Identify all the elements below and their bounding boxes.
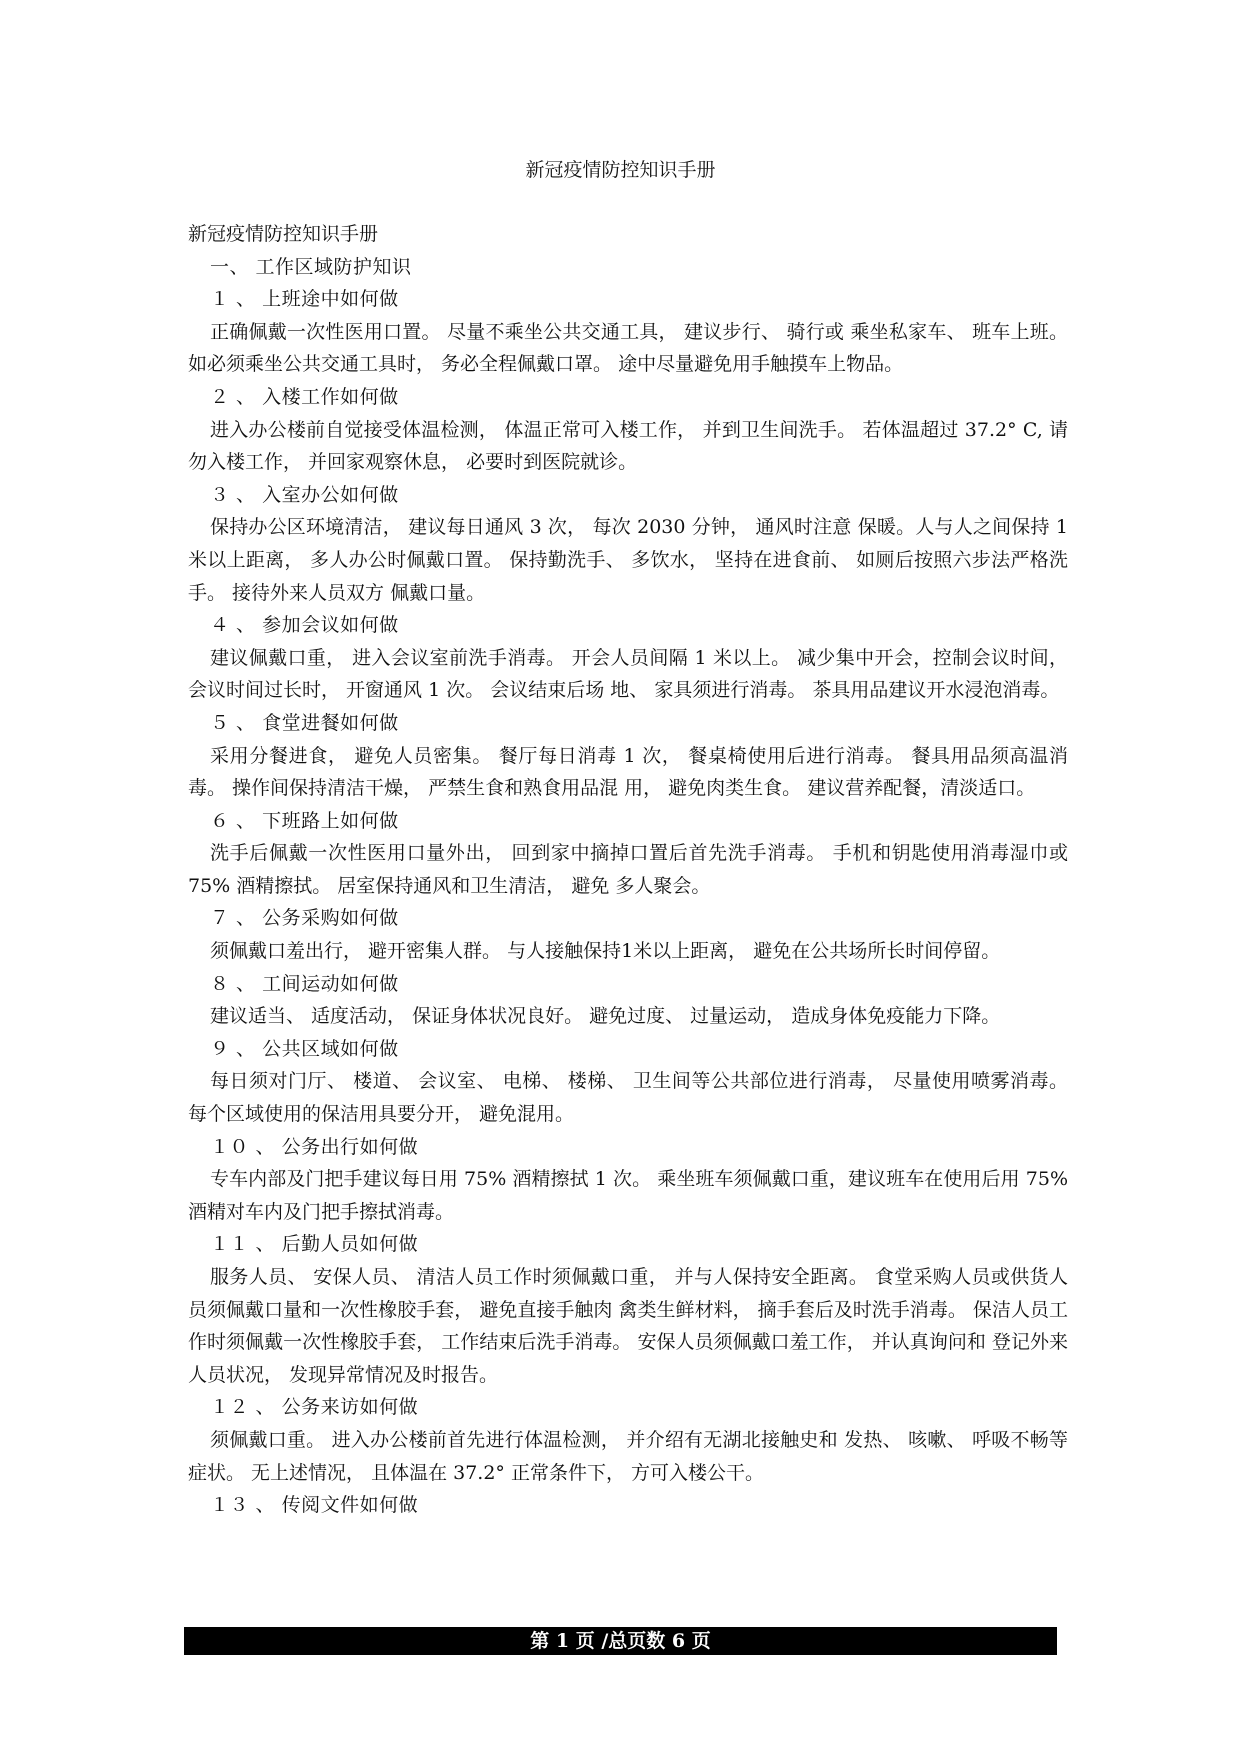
section-heading: ４ 、 参加会议如何做 <box>210 614 399 637</box>
page-footer: 第 1 页 /总页数 6 页 <box>184 1627 1057 1655</box>
section-heading: 一、 工作区域防护知识 <box>210 255 412 278</box>
section-heading: １３ 、 传阅文件如何做 <box>210 1494 419 1517</box>
paragraph: 洗手后佩戴一次性医用口量外出， 回到家中摘掉口置后首先洗手消毒。 手机和钥匙使用消毒湿巾或 75% 酒精擦拭。 居室保持通风和卫生清洁， 避免 多人聚会。 <box>188 842 1068 897</box>
paragraph: 建议佩戴口重， 进入会议室前洗手消毒。 开会人员间隔 1 米以上。 减少集中开会，控制会议时间， 会议时间过长时， 开窗通风 1 次。 会议结束后场 地、 家具须进行消毒。 茶具用品建议开水浸泡消毒。 <box>188 646 1068 702</box>
paragraph: 正确佩戴一次性医用口置。 尽量不乘坐公共交通工具， 建议步行、 骑行或 乘坐私家车、 班车上班。 如必须乘坐公共交通工具时， 务必全程佩戴口罩。 途中尽量避免用手触摸车上物品。 <box>188 320 1068 376</box>
paragraph: 服务人员、 安保人员、 清洁人员工作时须佩戴口重， 并与人保持安全距离。 食堂采购人员或供货人员须佩戴口量和一次性橡胶手套， 避免直接手触肉 禽类生鲜材料， 摘手套后及时洗手消毒。 保洁人员工作时须佩戴一次性橡胶手套， 工作结束后洗手消毒。 安保人员须佩戴口羞工作， 并认真询问和 登记外来人员状况， 发现异常情况及时报告。 <box>188 1266 1068 1386</box>
document-body <box>188 218 1068 1522</box>
paragraph: 专车内部及门把手建议每日用 75% 酒精擦拭 1 次。 乘坐班车须佩戴口重，建议班车在使用后用 75% 酒精对车内及门把手擦拭消毒。 <box>188 1168 1068 1223</box>
paragraph: 须佩戴口重。 进入办公楼前首先进行体温检测， 并介绍有无湖北接触史和 发热、 咳嗽、 呼吸不畅等症状。 无上述情况， 且体温在 37.2° 正常条件下， 方可入楼公干。 <box>188 1428 1068 1484</box>
section-heading: １ 、 上班途中如何做 <box>210 288 399 311</box>
paragraph: 保持办公区环境清洁， 建议每日通风 3 次， 每次 2030 分钟， 通风时注意 保暖。人与人之间保持 1 米以上距离， 多人办公时佩戴口置。 保持勤洗手、 多饮水， 坚持在进食前、 如厕后按照六步法严格洗手。 接待外来人员双方 佩戴口量。 <box>188 516 1068 604</box>
paragraph: 须佩戴口羞出行， 避开密集人群。 与人接触保持1米以上距离， 避免在公共场所长时间停留。 <box>210 940 1001 963</box>
section-heading: ９ 、 公共区域如何做 <box>210 1037 399 1060</box>
paragraph: 进入办公楼前自觉接受体温检测， 体温正常可入楼工作， 并到卫生间洗手。 若体温超过 37.2° C, 请勿入楼工作， 并回家观察休息， 必要时到医院就诊。 <box>188 418 1068 474</box>
section-heading: ２ 、 入楼工作如何做 <box>210 385 399 408</box>
section-heading: １０ 、 公务出行如何做 <box>210 1135 419 1158</box>
section-heading: ５ 、 食堂进餐如何做 <box>210 711 399 734</box>
section-heading: ８ 、 工间运动如何做 <box>210 972 399 995</box>
section-heading: １２ 、 公务来访如何做 <box>210 1396 419 1419</box>
paragraph: 建议适当、 适度活动， 保证身体状况良好。 避免过度、 过量运动， 造成身体免疫能力下降。 <box>210 1005 1001 1028</box>
section-heading: ３ 、 入室办公如何做 <box>210 483 399 506</box>
section-heading: ７ 、 公务采购如何做 <box>210 907 399 930</box>
section-heading: ６ 、 下班路上如何做 <box>210 809 399 832</box>
document-heading: 新冠疫情防控知识手册 <box>188 223 379 245</box>
page-title: 新冠疫情防控知识手册 <box>525 159 716 181</box>
section-heading: １１ 、 后勤人员如何做 <box>210 1233 419 1256</box>
paragraph: 采用分餐进食， 避免人员密集。 餐厅每日消毒 1 次， 餐桌椅使用后进行消毒。 餐具用品须高温消毒。 操作间保持清洁干燥， 严禁生食和熟食用品混 用， 避免肉类生食。 建议营养配餐，清淡适口。 <box>188 744 1068 800</box>
paragraph: 每日须对门厅、 楼道、 会议室、 电梯、 楼梯、 卫生间等公共部位进行消毒， 尽量使用喷雾消毒。 每个区域使用的保洁用具要分开， 避免混用。 <box>188 1070 1068 1126</box>
